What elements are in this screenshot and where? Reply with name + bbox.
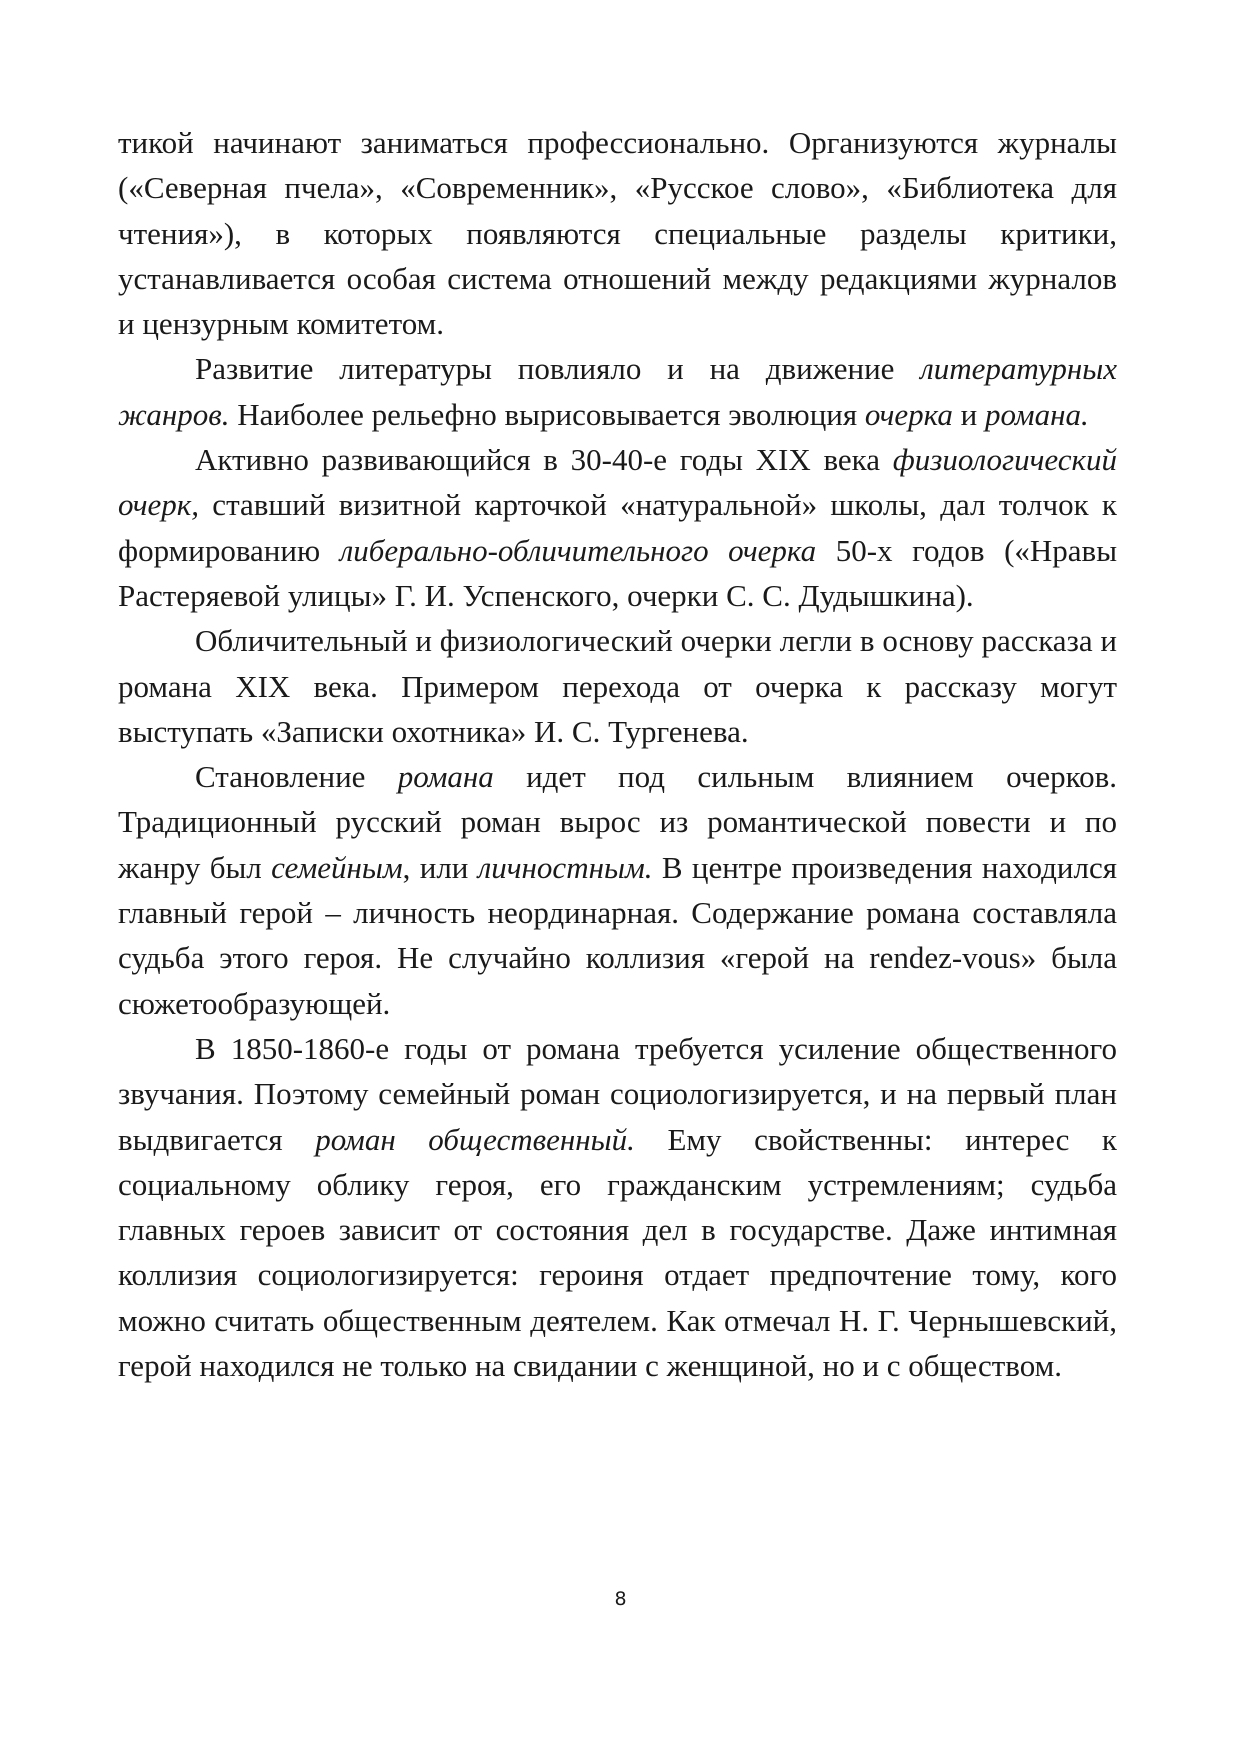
paragraph-3 xyxy=(118,437,1117,618)
page-number: 8 xyxy=(614,1588,627,1610)
paragraph-6 xyxy=(118,1026,1117,1388)
text-run: Наиболее рельефно вырисовывается эволюция xyxy=(229,396,865,432)
text-run: 50-х годов («Нравы Растеряевой улицы» Г. И. Успенского, очерки С. С. Дудышкина). xyxy=(118,532,1118,613)
paragraph-2 xyxy=(118,346,1117,437)
italic-term: физиологический очерк, xyxy=(118,442,1117,523)
text-run: идет под сильным влиянием очерков. Традиционный русский роман вырос из романтической повести и по жанру был xyxy=(118,759,1117,885)
italic-term: литературных жанров. xyxy=(118,351,1117,432)
italic-term: романа. xyxy=(984,396,1089,432)
paragraph-4 xyxy=(118,618,1117,754)
text-run: В центре произведения находился главный герой – личность неординарная. Содержание романа составляла судьба этого героя. Не случайно коллизия «герой на rendez-vous» была сюжетообразующей. xyxy=(118,849,1117,1021)
italic-term: личностным. xyxy=(477,849,653,885)
text-run: ставший визитной карточкой «натуральной» школы, дал толчок к формированию xyxy=(118,487,1117,568)
text-run: тикой начинают заниматься профессионально. Организуются журналы («Северная пчела», «Современник», «Русское слово», «Библиотека для чтения»), в которых появляются специальные разделы критики, устанавливается особая система отношений между редакциями журналов и цензурным комитетом. xyxy=(118,125,1117,342)
text-run: , или xyxy=(402,849,478,885)
text-run: В 1850-1860-е годы от романа требуется усиление общественного звучания. Поэтому семейный роман социологизируется, и на первый план выдвигается xyxy=(118,1030,1117,1157)
body-text xyxy=(118,120,1117,1388)
italic-term: либерально-обличительного очерка xyxy=(339,532,817,568)
italic-term: очерка xyxy=(864,396,953,432)
italic-term: семейным xyxy=(271,849,403,885)
paragraph-1 xyxy=(118,120,1117,346)
text-run: Становление xyxy=(195,759,398,795)
text-run: Ему свойственны: интерес к социальному облику героя, его гражданским устремлениям; судьба главных героев зависит от состояния дел в государстве. Даже интимная коллизия социологизируется: героиня отдает предпочтение тому, кого можно считать общественным деятелем. Как отмечал Н. Г. Чернышевский, герой находился не только на свидании с женщиной, но и с обществом. xyxy=(118,1121,1117,1384)
text-run: Обличительный и физиологический очерки легли в основу рассказа и романа XIX века. Примером перехода от очерка к рассказу могут выступать «Записки охотника» И. С. Тургенева. xyxy=(118,623,1117,749)
italic-term: роман общественный. xyxy=(315,1121,635,1157)
paragraph-5 xyxy=(118,754,1117,1026)
italic-term: романа xyxy=(397,759,494,795)
text-run: Активно развивающийся в 30-40-е годы XIX века xyxy=(195,442,893,478)
text-run: Развитие литературы повлияло и на движение xyxy=(195,351,921,387)
text-run: и xyxy=(952,396,985,432)
